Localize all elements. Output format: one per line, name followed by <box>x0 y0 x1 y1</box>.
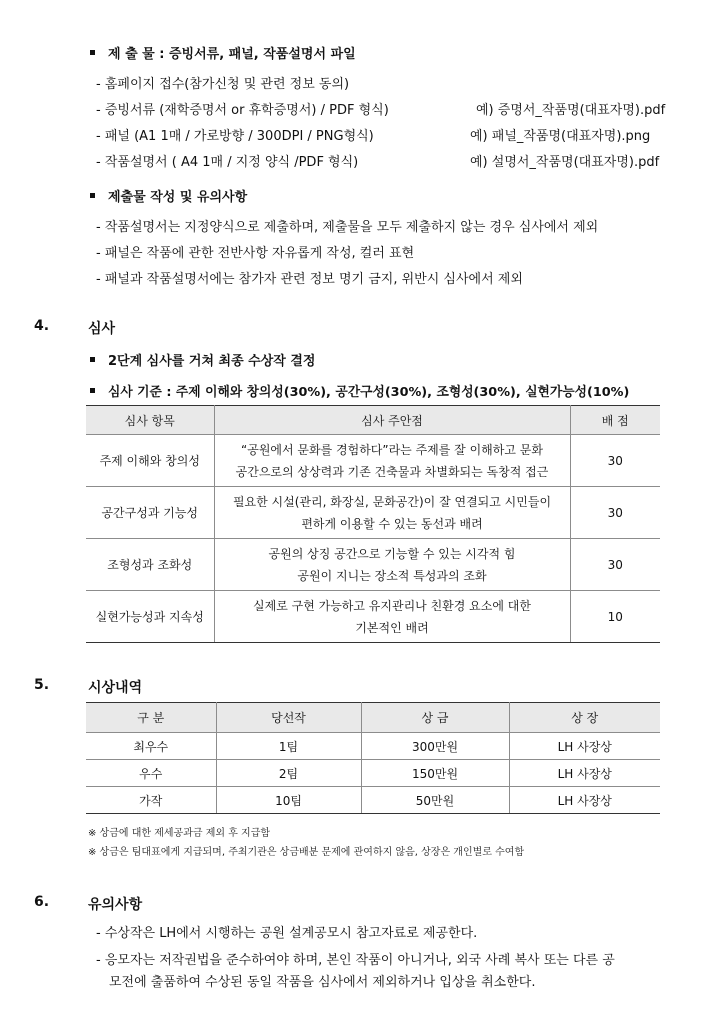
table-row <box>86 733 660 760</box>
section-4-bullet-2: 심사 기준 : 주제 이해와 창의성(30%), 공간구성(30%), 조형성(30%), 실현가능성(10%) <box>108 385 630 400</box>
section-4-bullet-1: 2단계 심사를 거쳐 최종 수상작 결정 <box>108 354 316 369</box>
criteria-point-line: “공원에서 문화를 경험하다”라는 주제를 잘 이해하고 문화 <box>241 442 543 457</box>
submission-example-3: 예) 패널_작품명(대표자명).png <box>470 129 651 144</box>
submission-item-2: - 증빙서류 (재학증명서 or 휴학증명서) / PDF 형식) <box>96 103 389 118</box>
award-count: 10팀 <box>216 787 361 814</box>
guidelines-title: 제출물 작성 및 유의사항 <box>108 190 248 205</box>
criteria-score: 10 <box>570 591 660 643</box>
criteria-header-point: 심사 주안점 <box>214 406 570 435</box>
section-4-title: 심사 <box>88 321 116 337</box>
notice-item-1: - 수상작은 LH에서 시행하는 공원 설계공모시 참고자료로 제공한다. <box>96 926 478 941</box>
award-rank: 가작 <box>86 787 216 814</box>
table-row <box>86 539 660 591</box>
criteria-point <box>214 539 570 591</box>
award-name: LH 사장상 <box>509 733 660 760</box>
table-row <box>86 487 660 539</box>
award-prize: 50만원 <box>361 787 509 814</box>
criteria-score: 30 <box>570 539 660 591</box>
submission-item-4: - 작품설명서 ( A4 1매 / 지정 양식 /PDF 형식) <box>96 155 359 170</box>
award-count: 2팀 <box>216 760 361 787</box>
criteria-score: 30 <box>570 487 660 539</box>
criteria-point-line: 기본적인 배려 <box>355 620 429 635</box>
award-prize: 150만원 <box>361 760 509 787</box>
submission-title: 제 출 물 : 증빙서류, 패널, 작품설명서 파일 <box>108 47 356 62</box>
guideline-item-2: - 패널은 작품에 관한 전반사항 자유롭게 작성, 컬러 표현 <box>96 246 415 261</box>
criteria-header-item: 심사 항목 <box>86 406 214 435</box>
notice-item-2-line-1: - 응모자는 저작권법을 준수하여야 하며, 본인 작품이 아니거나, 외국 사례 복사 또는 다른 공 <box>96 953 615 968</box>
criteria-point-line: 공원의 상징 공간으로 기능할 수 있는 시각적 힘 <box>268 546 516 561</box>
criteria-point <box>214 487 570 539</box>
bullet-square <box>90 357 95 362</box>
submission-example-2: 예) 증명서_작품명(대표자명).pdf <box>476 103 666 118</box>
award-prize: 300만원 <box>361 733 509 760</box>
award-header-row <box>86 703 660 733</box>
criteria-point-line: 실제로 구현 가능하고 유지관리나 친환경 요소에 대한 <box>253 598 531 613</box>
criteria-item: 실현가능성과 지속성 <box>86 591 214 643</box>
award-header-award: 상 장 <box>509 703 660 733</box>
award-note-1: ※ 상금에 대한 제세공과금 제외 후 지급함 <box>88 828 271 839</box>
award-count: 1팀 <box>216 733 361 760</box>
submission-item-1: - 홈페이지 접수(참가신청 및 관련 정보 동의) <box>96 77 350 92</box>
criteria-point-line: 공간으로의 상상력과 기존 건축물과 차별화되는 독창적 접근 <box>235 464 549 479</box>
criteria-point-line: 필요한 시설(관리, 화장실, 문화공간)이 잘 연결되고 시민들이 <box>232 494 552 509</box>
criteria-item: 공간구성과 기능성 <box>86 487 214 539</box>
guideline-item-1: - 작품설명서는 지정양식으로 제출하며, 제출물을 모두 제출하지 않는 경우 심사에서 제외 <box>96 220 599 235</box>
award-rank: 최우수 <box>86 733 216 760</box>
section-6-number: 6. <box>34 894 50 910</box>
guideline-item-3: - 패널과 작품설명서에는 참가자 관련 정보 명기 금지, 위반시 심사에서 제외 <box>96 272 523 287</box>
submission-example-4: 예) 설명서_작품명(대표자명).pdf <box>470 155 660 170</box>
award-table <box>86 702 660 814</box>
bullet-square <box>90 388 95 393</box>
criteria-header-row <box>86 406 660 435</box>
award-header-rank: 구 분 <box>86 703 216 733</box>
award-rank: 우수 <box>86 760 216 787</box>
criteria-point <box>214 591 570 643</box>
bullet-square <box>90 193 95 198</box>
notice-item-2-line-2: 모전에 출품하여 수상된 동일 작품을 심사에서 제외하거나 입상을 취소한다. <box>109 975 536 990</box>
criteria-item: 주제 이해와 창의성 <box>86 435 214 487</box>
criteria-point-line: 편하게 이용할 수 있는 동선과 배려 <box>301 516 483 531</box>
criteria-header-score: 배 점 <box>570 406 660 435</box>
section-5-number: 5. <box>34 677 50 693</box>
table-row <box>86 591 660 643</box>
award-note-2: ※ 상금은 팀대표에게 지급되며, 주최기관은 상금배분 문제에 관여하지 않음, 상장은 개인별로 수여함 <box>88 847 525 858</box>
submission-item-3: - 패널 (A1 1매 / 가로방향 / 300DPI / PNG형식) <box>96 129 374 144</box>
table-row <box>86 760 660 787</box>
criteria-item: 조형성과 조화성 <box>86 539 214 591</box>
criteria-table <box>86 405 660 643</box>
section-6-title: 유의사항 <box>88 897 143 913</box>
criteria-point <box>214 435 570 487</box>
section-5-title: 시상내역 <box>88 680 143 696</box>
award-header-prize: 상 금 <box>361 703 509 733</box>
bullet-square <box>90 50 95 55</box>
criteria-score: 30 <box>570 435 660 487</box>
section-4-number: 4. <box>34 318 50 334</box>
award-header-count: 당선작 <box>216 703 361 733</box>
award-name: LH 사장상 <box>509 787 660 814</box>
award-name: LH 사장상 <box>509 760 660 787</box>
table-row <box>86 435 660 487</box>
table-row <box>86 787 660 814</box>
criteria-point-line: 공원이 지니는 장소적 특성과의 조화 <box>297 568 487 583</box>
